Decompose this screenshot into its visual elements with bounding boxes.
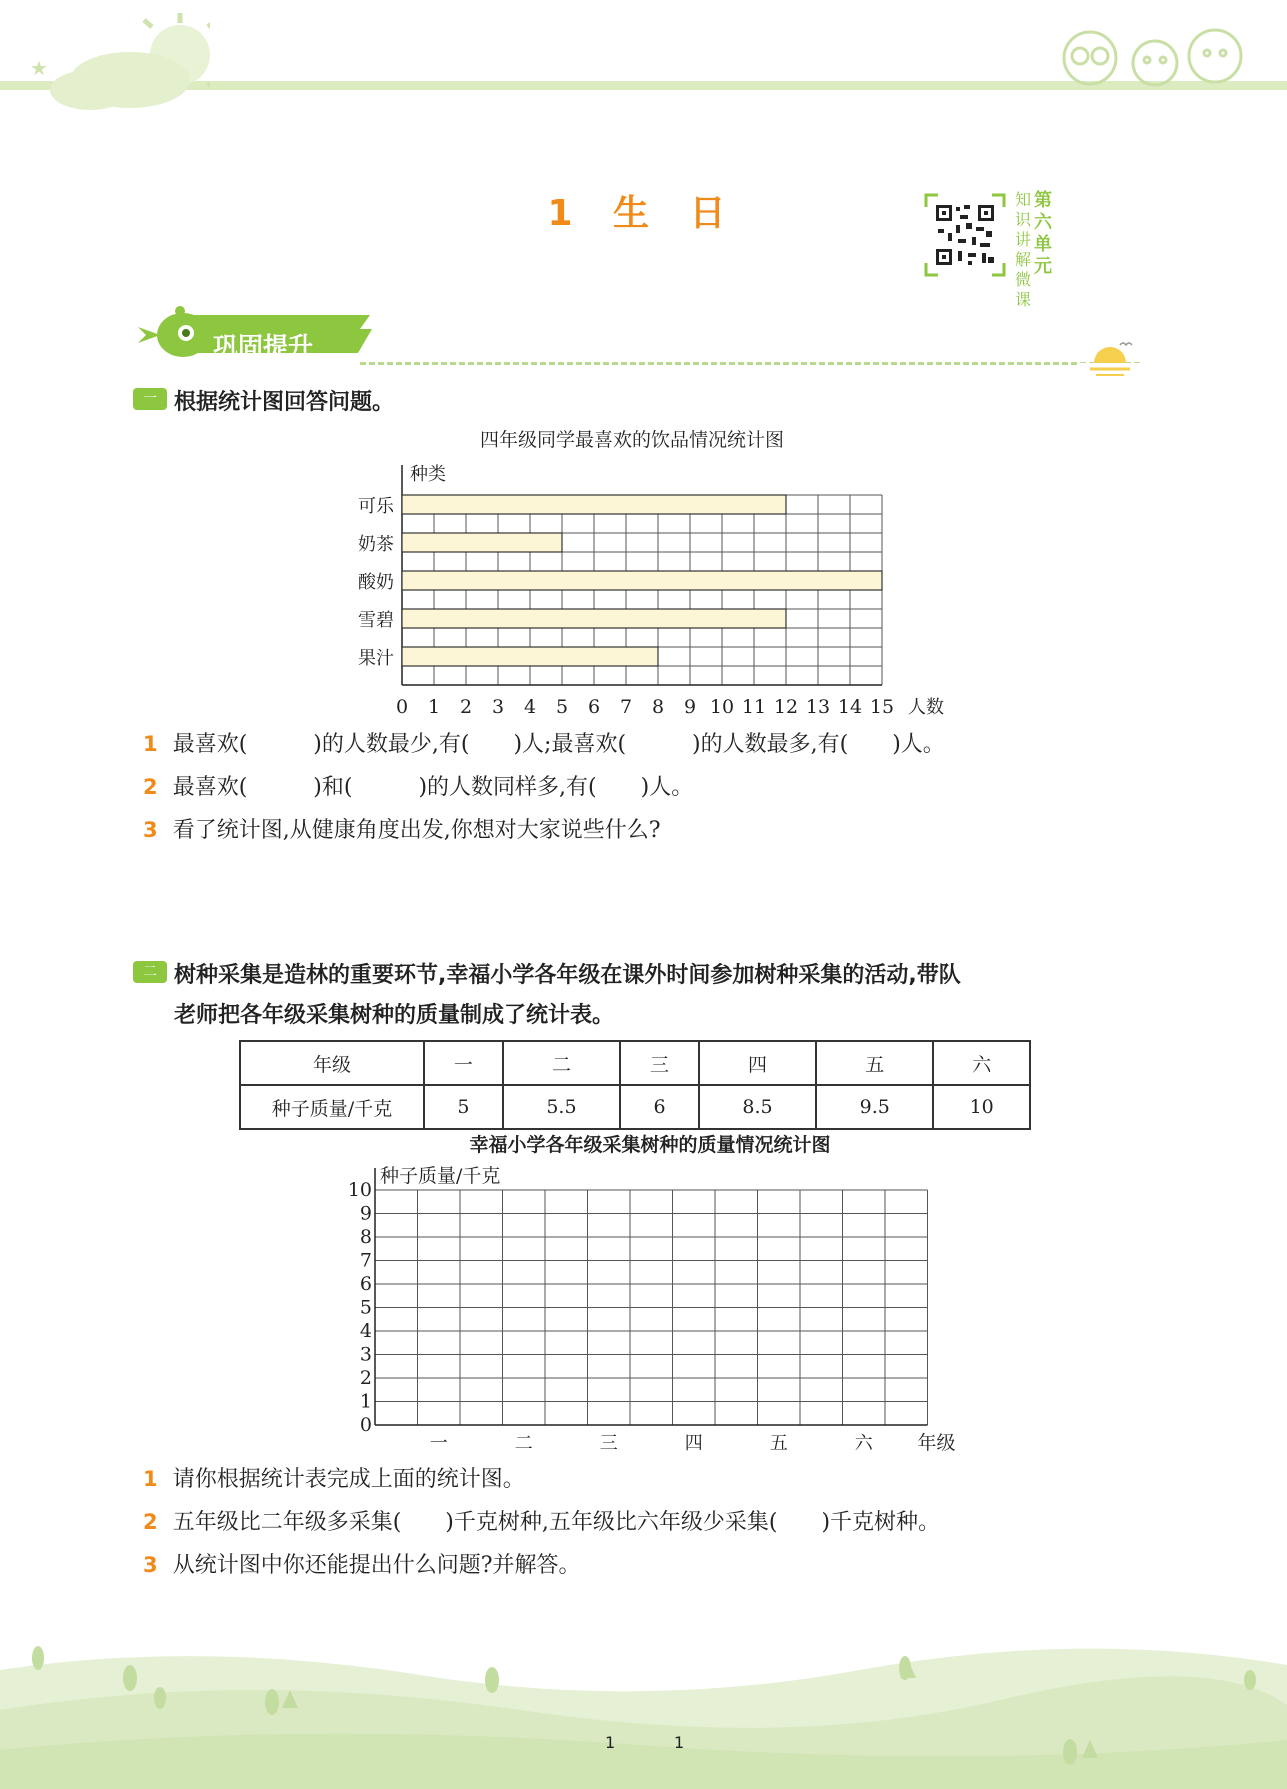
question-2-prompt-line2: 老师把各年级采集树种的质量制成了统计表。 xyxy=(174,1003,615,1028)
x-tick-label: 12 xyxy=(773,696,799,718)
category-label: 雪碧 xyxy=(358,610,394,631)
qr-caption-char: 课 xyxy=(1014,290,1031,309)
seed-weight-table xyxy=(239,1040,1031,1130)
table-cell: 四 xyxy=(699,1041,816,1085)
table-cell: 5.5 xyxy=(503,1085,620,1129)
page-number-left: 1 xyxy=(605,1733,616,1752)
qr-caption-unit xyxy=(1033,190,1053,278)
question-1-prompt: 根据统计图回答问题。 xyxy=(174,390,395,415)
x-tick-label: 三 xyxy=(599,1433,618,1454)
qr-code-icon[interactable] xyxy=(924,193,1006,277)
x-tick-label: 10 xyxy=(709,696,735,718)
drink-preference-bar-chart xyxy=(340,455,980,725)
category-label: 果汁 xyxy=(358,648,394,669)
qr-caption-char: 解 xyxy=(1014,250,1031,269)
x-tick-label: 2 xyxy=(459,696,473,718)
x-tick-label: 9 xyxy=(683,696,697,718)
table-cell: 一 xyxy=(424,1041,503,1085)
chart-2-title: 幸福小学各年级采集树种的质量情况统计图 xyxy=(469,1134,831,1156)
svg-text:★: ★ xyxy=(30,56,48,80)
x-axis-label: 人数 xyxy=(908,697,944,718)
x-tick-label: 6 xyxy=(587,696,601,718)
y-tick-label: 8 xyxy=(359,1226,372,1248)
y-tick-label: 1 xyxy=(359,1390,372,1413)
animal-faces-decoration xyxy=(1055,18,1255,88)
qr-caption-char: 第 xyxy=(1034,190,1052,211)
qr-caption-char: 元 xyxy=(1034,256,1052,277)
x-tick-label: 11 xyxy=(741,696,767,718)
y-tick-label: 10 xyxy=(347,1179,372,1201)
y-tick-label: 4 xyxy=(359,1320,372,1342)
q1-subquestion-1 xyxy=(143,727,1143,758)
x-tick-label: 1 xyxy=(427,696,441,718)
subquestion-text: 最喜欢( )的人数最少,有( )人;最喜欢( )的人数最多,有( )人。 xyxy=(172,732,945,757)
subquestion-number: 1 xyxy=(143,732,158,756)
subquestion-number: 3 xyxy=(143,1553,158,1577)
table-cell: 5 xyxy=(424,1085,503,1129)
table-cell: 二 xyxy=(503,1041,620,1085)
y-tick-label: 2 xyxy=(359,1367,372,1389)
bar xyxy=(402,647,658,666)
question-number-2: 二 xyxy=(133,961,167,983)
question-number-1: 一 xyxy=(133,388,167,410)
sun-cloud-decoration xyxy=(20,5,210,115)
page-title: 1 生 日 xyxy=(547,193,740,234)
y-tick-label: 5 xyxy=(359,1296,372,1319)
footer-hills-decoration xyxy=(0,1640,1287,1789)
bar xyxy=(402,533,562,552)
x-tick-label: 5 xyxy=(555,696,569,718)
subquestion-number: 3 xyxy=(143,818,158,842)
x-tick-label: 8 xyxy=(651,696,665,718)
qr-caption-char: 六 xyxy=(1034,212,1052,233)
subquestion-number: 2 xyxy=(143,775,158,799)
table-header-row xyxy=(240,1041,1030,1085)
table-cell: 六 xyxy=(933,1041,1030,1085)
qr-caption-char: 知 xyxy=(1014,190,1031,209)
y-tick-label: 9 xyxy=(359,1202,372,1225)
table-cell: 种子质量/千克 xyxy=(240,1085,424,1129)
x-tick-label: 0 xyxy=(395,696,409,718)
subquestion-text: 最喜欢( )和( )的人数同样多,有( )人。 xyxy=(172,775,694,800)
y-tick-label: 0 xyxy=(359,1414,372,1436)
x-tick-label: 14 xyxy=(837,696,863,718)
q1-subquestion-3 xyxy=(143,813,1143,844)
x-tick-label: 五 xyxy=(769,1433,788,1454)
x-tick-label: 13 xyxy=(805,696,831,718)
table-cell: 三 xyxy=(620,1041,699,1085)
q1-subquestion-2 xyxy=(143,770,1143,801)
x-axis-label: 年级 xyxy=(917,1432,956,1454)
subquestion-number: 2 xyxy=(143,1510,158,1534)
bar xyxy=(402,495,786,514)
x-tick-label: 7 xyxy=(619,696,633,718)
chart-1-title: 四年级同学最喜欢的饮品情况统计图 xyxy=(479,429,784,451)
page-number-right: 1 xyxy=(674,1733,685,1752)
subquestion-text: 请你根据统计表完成上面的统计图。 xyxy=(172,1467,525,1492)
x-tick-label: 六 xyxy=(854,1433,873,1454)
x-tick-label: 3 xyxy=(491,696,505,718)
q2-subquestion-3 xyxy=(143,1548,1143,1579)
subquestion-text: 五年级比二年级多采集( )千克树种,五年级比六年级少采集( )千克树种。 xyxy=(172,1510,941,1535)
qr-caption-char: 微 xyxy=(1014,270,1031,289)
table-row xyxy=(240,1085,1030,1129)
qr-caption-char: 讲 xyxy=(1014,230,1031,249)
category-label: 奶茶 xyxy=(358,534,394,555)
q2-subquestion-1 xyxy=(143,1462,1143,1493)
qr-caption-micro-lesson xyxy=(1013,190,1033,310)
seed-weight-chart-grid[interactable] xyxy=(330,1160,990,1455)
y-axis-label: 种子质量/千克 xyxy=(380,1165,501,1187)
y-axis-label: 种类 xyxy=(410,464,446,485)
x-tick-label: 4 xyxy=(523,696,537,718)
table-cell: 10 xyxy=(933,1085,1030,1129)
subquestion-number: 1 xyxy=(143,1467,158,1491)
x-tick-label: 一 xyxy=(429,1433,448,1454)
x-tick-label: 四 xyxy=(684,1433,703,1454)
bar xyxy=(402,609,786,628)
x-tick-label: 15 xyxy=(869,696,895,718)
category-label: 酸奶 xyxy=(358,572,394,593)
y-tick-label: 6 xyxy=(359,1273,372,1295)
sunset-icon xyxy=(1080,335,1140,380)
table-cell: 年级 xyxy=(240,1041,424,1085)
table-cell: 6 xyxy=(620,1085,699,1129)
q2-subquestion-2 xyxy=(143,1505,1143,1536)
y-tick-label: 3 xyxy=(359,1343,372,1366)
qr-caption-char: 识 xyxy=(1014,210,1031,229)
subquestion-text: 看了统计图,从健康角度出发,你想对大家说些什么? xyxy=(172,818,661,843)
category-label: 可乐 xyxy=(358,496,394,517)
bar xyxy=(402,571,882,590)
table-cell: 9.5 xyxy=(816,1085,933,1129)
qr-caption-char: 单 xyxy=(1034,234,1052,255)
table-cell: 五 xyxy=(816,1041,933,1085)
section-title: 巩固提升 xyxy=(213,332,314,361)
table-cell: 8.5 xyxy=(699,1085,816,1129)
y-tick-label: 7 xyxy=(359,1249,372,1272)
question-2-prompt-line1: 树种采集是造林的重要环节,幸福小学各年级在课外时间参加树种采集的活动,带队 xyxy=(174,963,961,988)
x-tick-label: 二 xyxy=(514,1433,533,1454)
section-divider xyxy=(360,362,1140,365)
subquestion-text: 从统计图中你还能提出什么问题?并解答。 xyxy=(172,1553,581,1578)
